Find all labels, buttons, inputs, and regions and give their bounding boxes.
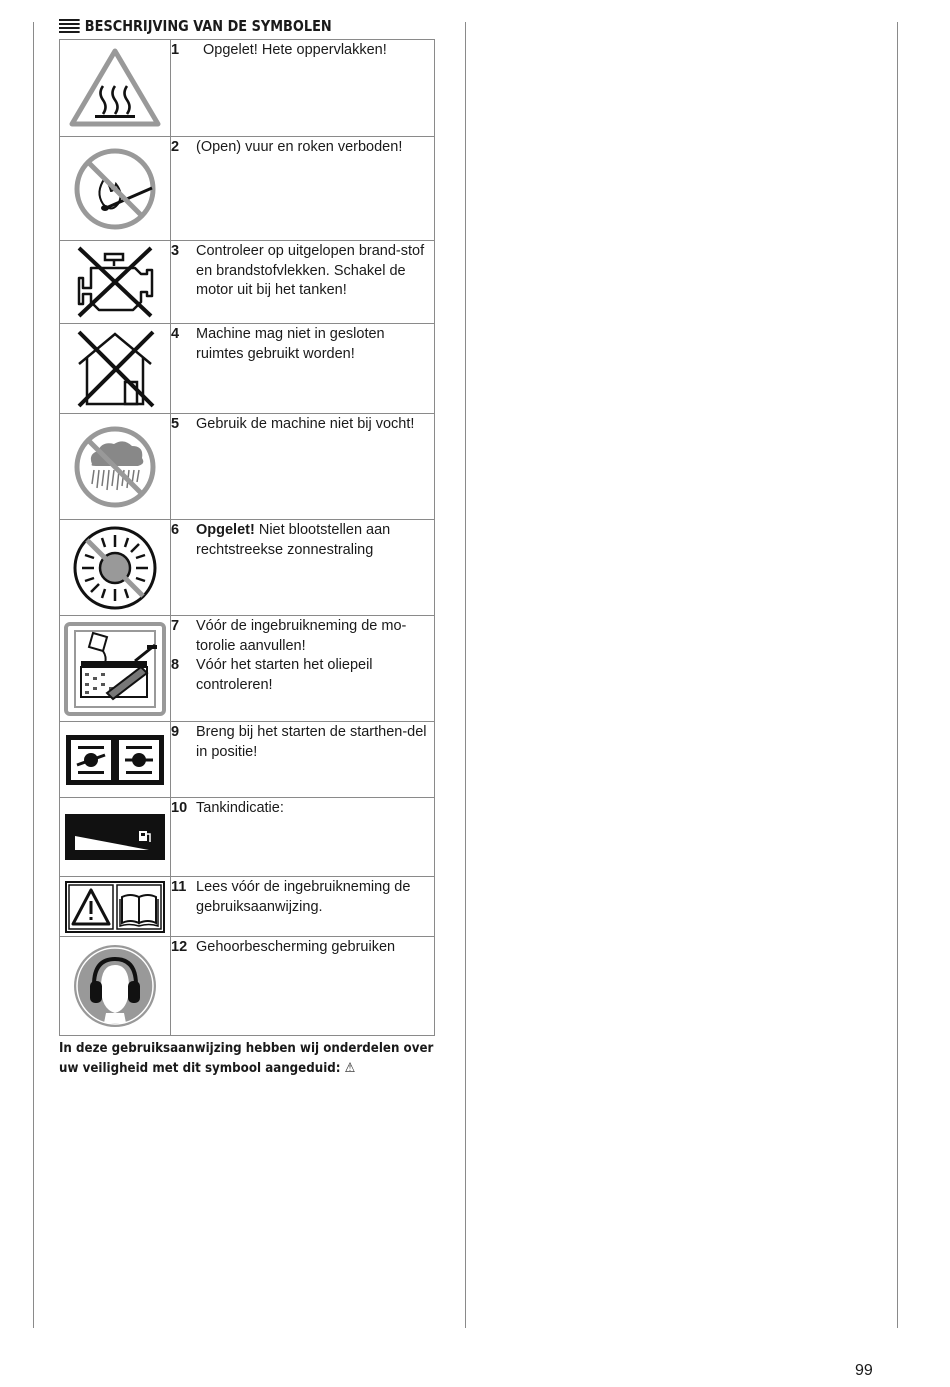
symbol-number: 9 bbox=[171, 724, 180, 740]
engine-crossed-icon bbox=[73, 244, 157, 320]
symbol-number: 7 bbox=[171, 618, 180, 634]
symbol-text-cell bbox=[171, 40, 435, 137]
symbol-icon-cell bbox=[60, 324, 171, 414]
symbol-icon-cell bbox=[60, 520, 171, 616]
read-manual-icon bbox=[65, 881, 165, 933]
symbol-text-cell bbox=[171, 324, 435, 414]
choke-lever-icon bbox=[65, 734, 165, 786]
symbol-text-cell bbox=[171, 937, 435, 1036]
section-title: BESCHRIJVING VAN DE SYMBOLEN bbox=[84, 17, 332, 35]
symbol-description: Vóór het starten het oliepeil controleren! bbox=[196, 657, 373, 693]
section-header bbox=[59, 16, 332, 36]
symbol-icon-cell bbox=[60, 414, 171, 520]
symbol-row-2 bbox=[60, 137, 435, 241]
symbol-row-7-8 bbox=[60, 616, 435, 722]
symbol-description: Gehoorbescherming gebruiken bbox=[196, 939, 396, 955]
symbols-table bbox=[59, 39, 435, 1036]
symbol-description: Vóór de ingebruikneming de mo-torolie aanvullen! bbox=[196, 618, 407, 654]
symbol-text-cell bbox=[171, 798, 435, 877]
ear-protection-icon bbox=[72, 943, 158, 1029]
symbol-text-cell bbox=[171, 877, 435, 937]
symbol-text-cell bbox=[171, 414, 435, 520]
symbol-description: Tankindicatie: bbox=[196, 800, 284, 816]
symbol-icon-cell bbox=[60, 798, 171, 877]
symbol-row-1 bbox=[60, 40, 435, 137]
symbol-text-cell bbox=[171, 722, 435, 798]
symbol-row-6 bbox=[60, 520, 435, 616]
right-margin-rule bbox=[897, 22, 898, 1328]
symbol-description: Opgelet! Niet blootstellen aan rechtstreekse zonnestraling bbox=[196, 522, 391, 558]
symbol-icon-cell bbox=[60, 722, 171, 798]
symbol-row-11 bbox=[60, 877, 435, 937]
footnote-text: In deze gebruiksaanwijzing hebben wij onderdelen over uw veiligheid met dit symbool aangeduid: bbox=[59, 1040, 434, 1076]
symbol-number: 11 bbox=[171, 879, 187, 895]
house-crossed-icon bbox=[73, 328, 157, 410]
no-sun-icon bbox=[70, 523, 160, 613]
symbol-icon-cell bbox=[60, 616, 171, 722]
symbol-description: (Open) vuur en roken verboden! bbox=[196, 139, 403, 155]
symbol-number: 5 bbox=[171, 416, 180, 432]
hot-surface-warning-icon bbox=[67, 46, 163, 130]
symbol-description: Controleer op uitgelopen brand-stof en brandstofvlekken. Schakel de motor uit bij het tanken! bbox=[196, 243, 425, 298]
symbol-description: Gebruik de machine niet bij vocht! bbox=[196, 416, 415, 432]
symbol-description: Breng bij het starten de starthen-del in positie! bbox=[196, 724, 427, 760]
safety-footnote bbox=[59, 1038, 437, 1078]
no-open-flame-icon bbox=[72, 146, 158, 232]
symbol-row-10 bbox=[60, 798, 435, 877]
symbol-description: Opgelet! Hete oppervlakken! bbox=[203, 42, 387, 58]
column-divider bbox=[465, 22, 466, 1328]
symbol-row-5 bbox=[60, 414, 435, 520]
symbol-row-3 bbox=[60, 241, 435, 324]
symbol-number: 1 bbox=[171, 42, 180, 58]
symbol-row-4 bbox=[60, 324, 435, 414]
symbol-text-cell bbox=[171, 137, 435, 241]
no-rain-icon bbox=[72, 424, 158, 510]
symbol-number: 3 bbox=[171, 243, 180, 259]
menu-lines-icon bbox=[59, 19, 80, 33]
symbol-number: 4 bbox=[171, 326, 180, 342]
symbol-icon-cell bbox=[60, 40, 171, 137]
symbol-number: 6 bbox=[171, 522, 180, 538]
symbol-icon-cell bbox=[60, 241, 171, 324]
symbol-number: 12 bbox=[171, 939, 188, 955]
symbol-icon-cell bbox=[60, 937, 171, 1036]
left-margin-rule bbox=[33, 22, 34, 1328]
warning-label: Opgelet! bbox=[196, 522, 255, 538]
symbol-icon-cell bbox=[60, 137, 171, 241]
symbol-text-cell bbox=[171, 616, 435, 722]
symbol-text-cell bbox=[171, 520, 435, 616]
symbol-number: 10 bbox=[171, 800, 188, 816]
symbol-text-cell bbox=[171, 241, 435, 324]
symbol-description: Machine mag niet in gesloten ruimtes gebruikt worden! bbox=[196, 326, 385, 362]
symbol-row-12 bbox=[60, 937, 435, 1036]
engine-oil-fill-icon bbox=[63, 621, 167, 717]
warning-triangle-icon: ⚠ bbox=[344, 1060, 356, 1076]
symbol-icon-cell bbox=[60, 877, 171, 937]
symbol-number: 8 bbox=[171, 657, 180, 673]
symbol-description: Lees vóór de ingebruikneming de gebruiksaanwijzing. bbox=[196, 879, 411, 915]
fuel-gauge-icon bbox=[65, 814, 165, 860]
symbol-number: 2 bbox=[171, 139, 180, 155]
page-number: 99 bbox=[855, 1362, 873, 1379]
symbol-row-9 bbox=[60, 722, 435, 798]
